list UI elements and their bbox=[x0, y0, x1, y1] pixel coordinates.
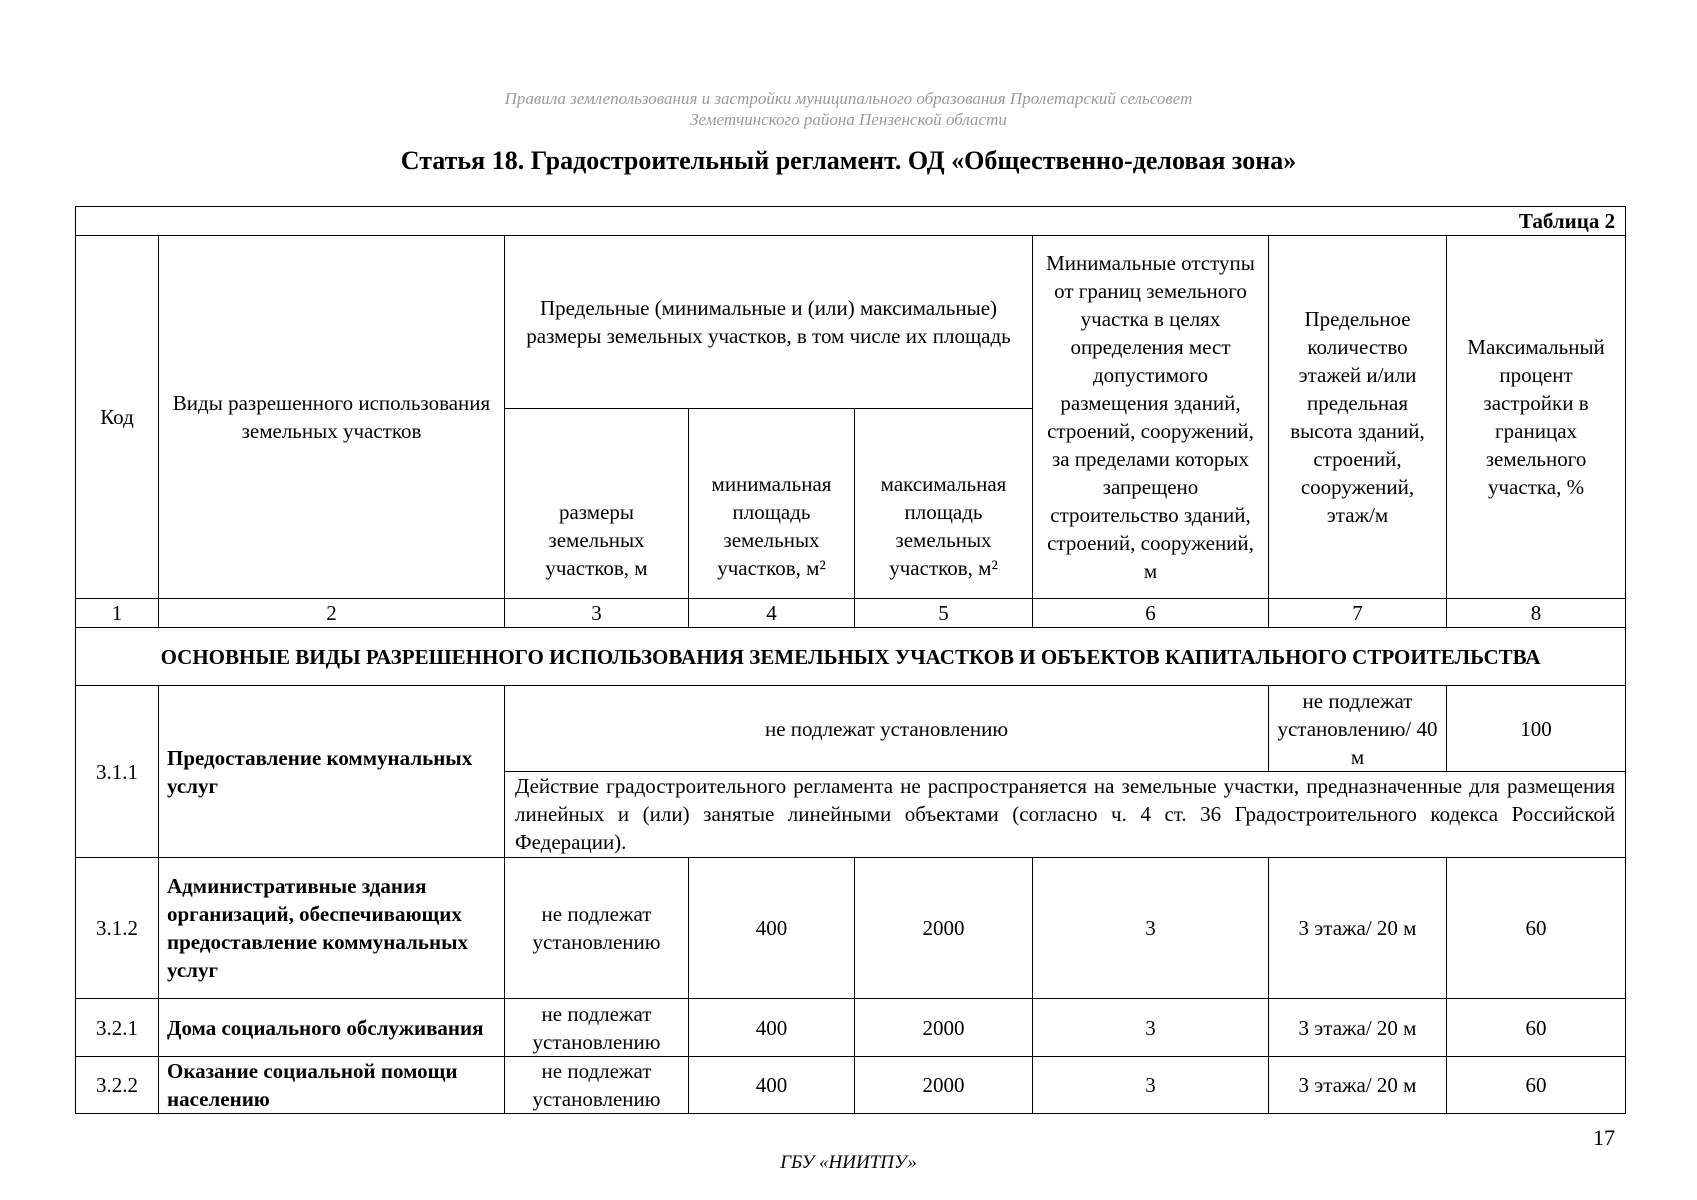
column-number: 4 bbox=[689, 599, 855, 628]
running-header-line2: Земетчинского района Пензенской области bbox=[690, 110, 1007, 129]
column-number: 6 bbox=[1033, 599, 1269, 628]
table-row bbox=[76, 858, 1626, 999]
table-row bbox=[76, 686, 1626, 772]
row-use-name: Оказание социальной помощи населению bbox=[159, 1057, 505, 1114]
column-number: 3 bbox=[505, 599, 689, 628]
row-setback: 3 bbox=[1033, 1057, 1269, 1114]
table-tag: Таблица 2 bbox=[76, 207, 1626, 236]
row-floors: 3 этажа/ 20 м bbox=[1269, 1057, 1447, 1114]
row-coverage: 100 bbox=[1447, 686, 1626, 772]
section-heading: ОСНОВНЫЕ ВИДЫ РАЗРЕШЕННОГО ИСПОЛЬЗОВАНИЯ ЗЕМЕЛЬНЫХ УЧАСТКОВ И ОБЪЕКТОВ КАПИТАЛЬНОГО СТРОИТЕЛЬСТВА bbox=[76, 628, 1626, 686]
column-number: 2 bbox=[159, 599, 505, 628]
column-number: 7 bbox=[1269, 599, 1447, 628]
row-size: не подлежат установлению bbox=[505, 1057, 689, 1114]
header-sizes-m: размеры земельных участков, м bbox=[505, 409, 689, 599]
row-setback: 3 bbox=[1033, 858, 1269, 999]
row-max-area: 2000 bbox=[855, 1057, 1033, 1114]
table-row bbox=[76, 999, 1626, 1057]
row-floors: 3 этажа/ 20 м bbox=[1269, 858, 1447, 999]
regulation-table bbox=[75, 206, 1626, 1114]
header-code: Код bbox=[76, 236, 159, 599]
row-min-area: 400 bbox=[689, 999, 855, 1057]
row-code: 3.2.2 bbox=[76, 1057, 159, 1114]
row-max-area: 2000 bbox=[855, 999, 1033, 1057]
row-coverage: 60 bbox=[1447, 1057, 1626, 1114]
running-header bbox=[0, 88, 1697, 130]
row-coverage: 60 bbox=[1447, 999, 1626, 1057]
header-setbacks: Минимальные отступы от границ земельного участка в целях определения мест допустимого размещения зданий, строений, сооружений, за пределами которых запрещено строительство зданий, строений, сооружений, м bbox=[1033, 236, 1269, 599]
row-code: 3.2.1 bbox=[76, 999, 159, 1057]
table-row bbox=[76, 1057, 1626, 1114]
header-coverage: Максимальный процент застройки в границах земельного участка, % bbox=[1447, 236, 1626, 599]
page-number: 17 bbox=[1593, 1125, 1615, 1150]
row-code: 3.1.1 bbox=[76, 686, 159, 858]
header-min-area: минимальная площадь земельных участков, м² bbox=[689, 409, 855, 599]
row-size: не подлежат установлению bbox=[505, 858, 689, 999]
row-floors: 3 этажа/ 20 м bbox=[1269, 999, 1447, 1057]
row-size: не подлежат установлению bbox=[505, 999, 689, 1057]
row-max-area: 2000 bbox=[855, 858, 1033, 999]
page-title: Статья 18. Градостроительный регламент. ОД «Общественно-деловая зона» bbox=[400, 146, 1297, 175]
header-floors: Предельное количество этажей и/или предельная высота зданий, строений, сооружений, этаж/м bbox=[1269, 236, 1447, 599]
row-min-area: 400 bbox=[689, 858, 855, 999]
running-footer: ГБУ «НИИТПУ» bbox=[780, 1152, 917, 1173]
row-not-established: не подлежат установлению bbox=[505, 686, 1269, 772]
row-coverage: 60 bbox=[1447, 858, 1626, 999]
header-sizes-group: Предельные (минимальные и (или) максимальные) размеры земельных участков, в том числе их площадь bbox=[505, 236, 1033, 409]
column-number: 1 bbox=[76, 599, 159, 628]
row-note: Действие градостроительного регламента не распространяется на земельные участки, предназначенные для размещения линейных и (или) занятые линейными объектами (согласно ч. 4 ст. 36 Градостроительного кодекса Российской Федерации). bbox=[505, 772, 1626, 858]
column-number: 5 bbox=[855, 599, 1033, 628]
row-use-name: Административные здания организаций, обеспечивающих предоставление коммунальных услуг bbox=[159, 858, 505, 999]
column-number-row bbox=[76, 599, 1626, 628]
column-number: 8 bbox=[1447, 599, 1626, 628]
row-use-name: Предоставление коммунальных услуг bbox=[159, 686, 505, 858]
running-header-line1: Правила землепользования и застройки муниципального образования Пролетарский сельсовет bbox=[504, 89, 1193, 108]
row-code: 3.1.2 bbox=[76, 858, 159, 999]
row-floors: не подлежат установлению/ 40 м bbox=[1269, 686, 1447, 772]
row-setback: 3 bbox=[1033, 999, 1269, 1057]
row-use-name: Дома социального обслуживания bbox=[159, 999, 505, 1057]
header-use: Виды разрешенного использования земельных участков bbox=[159, 236, 505, 599]
row-min-area: 400 bbox=[689, 1057, 855, 1114]
header-max-area: максимальная площадь земельных участков, м² bbox=[855, 409, 1033, 599]
